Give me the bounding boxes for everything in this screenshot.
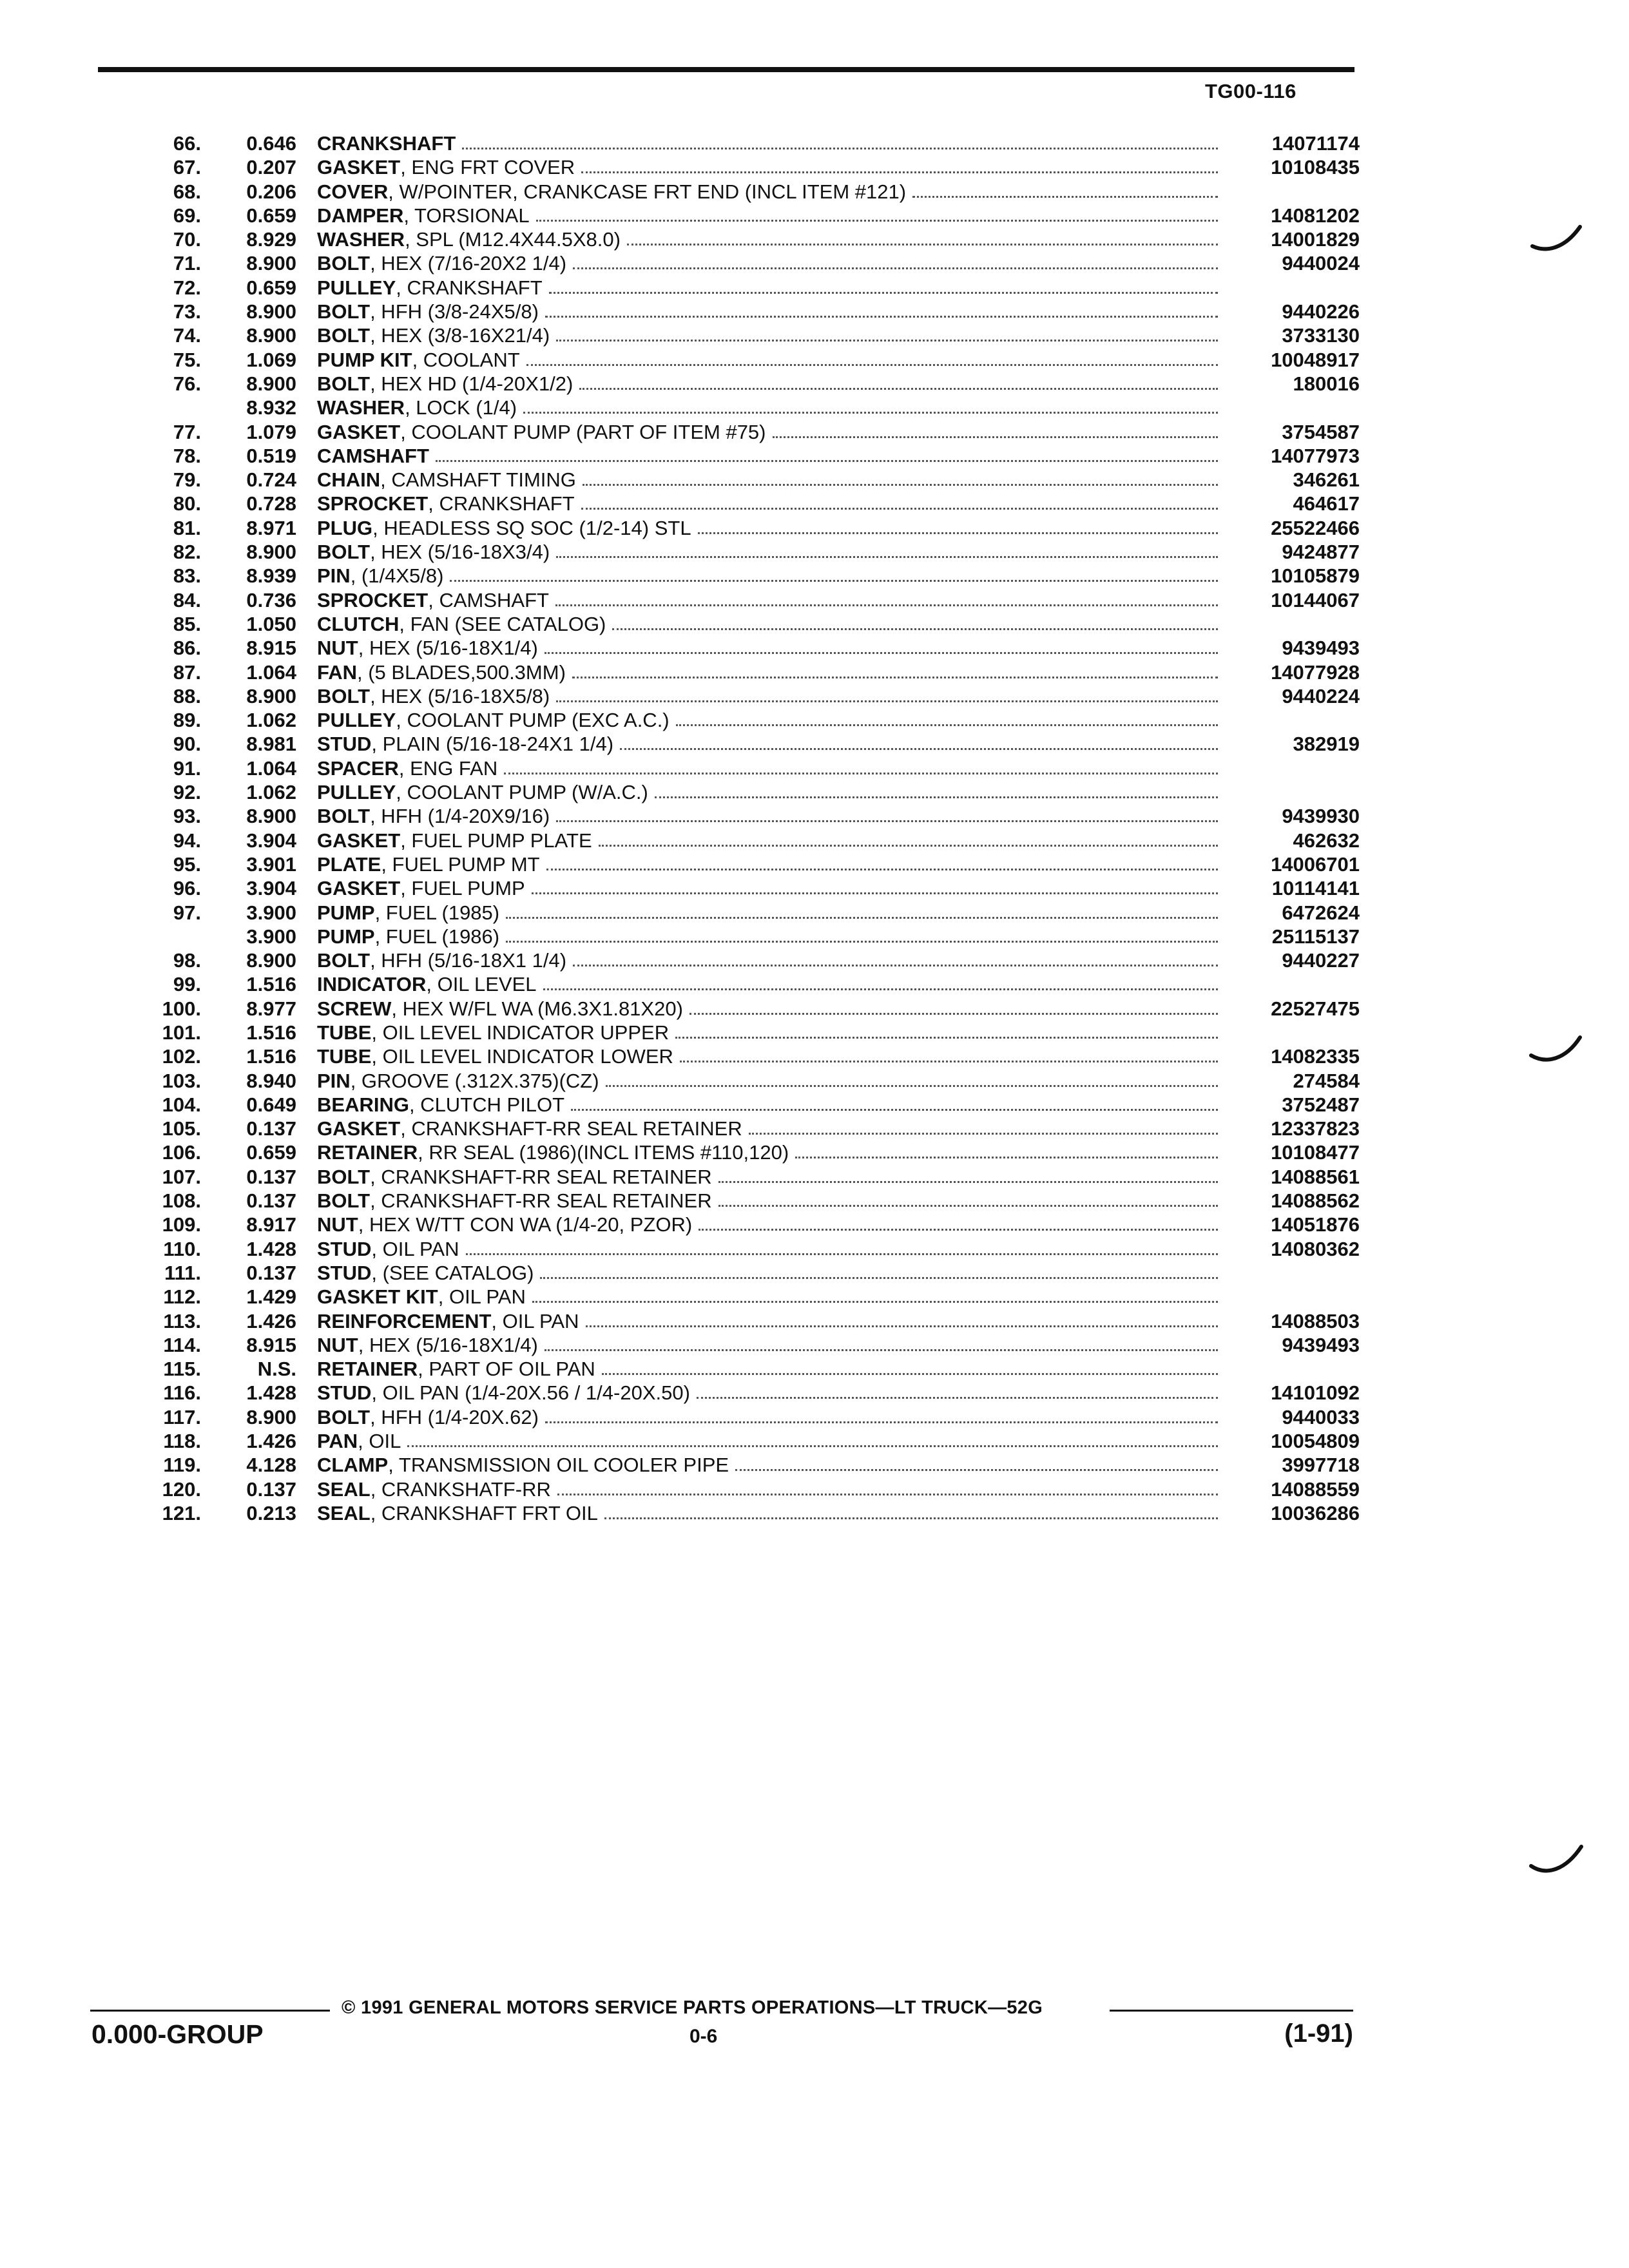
part-name: GASKET — [317, 877, 401, 900]
part-detail: , GROOVE (.312X.375)(CZ) — [350, 1069, 599, 1092]
item-number: 68. — [173, 180, 201, 203]
item-number: 105. — [162, 1117, 201, 1140]
part-detail: , FUEL (1986) — [374, 925, 500, 948]
item-number: 81. — [173, 516, 201, 539]
part-detail: , RR SEAL (1986)(INCL ITEMS #110,120) — [418, 1141, 789, 1164]
part-number: 9440224 — [1282, 684, 1360, 707]
part-detail: , ENG FRT COVER — [400, 156, 575, 179]
part-detail: , HEX (3/8-16X21/4) — [370, 324, 550, 347]
group-number: 8.915 — [246, 1333, 296, 1356]
part-detail: , COOLANT PUMP (W/A.C.) — [396, 781, 648, 804]
part-number: 9440033 — [1282, 1405, 1360, 1428]
part-name: CHAIN — [317, 468, 381, 492]
item-number: 79. — [173, 468, 201, 492]
item-number: 107. — [162, 1165, 201, 1188]
item-number: 117. — [163, 1405, 201, 1428]
item-number: 69. — [173, 204, 201, 227]
part-name: SCREW — [317, 997, 392, 1020]
item-number: 111. — [164, 1261, 201, 1284]
part-number: 14006701 — [1271, 852, 1360, 876]
group-number: 1.429 — [246, 1285, 296, 1309]
part-number: 14001829 — [1271, 228, 1360, 251]
group-number: 3.904 — [246, 829, 296, 852]
group-number: 0.137 — [246, 1261, 296, 1284]
part-detail: , FUEL PUMP MT — [381, 852, 540, 876]
part-name: WASHER — [317, 396, 405, 419]
item-number: 94. — [173, 829, 201, 852]
item-number: 93. — [173, 805, 201, 828]
group-number: 8.900 — [246, 541, 296, 564]
part-number: 10036286 — [1271, 1501, 1360, 1524]
page-number: 0-6 — [689, 2026, 718, 2047]
part-name: PUMP — [317, 901, 375, 924]
part-detail: , (1/4X5/8) — [350, 564, 444, 588]
group-number: 0.206 — [246, 180, 296, 203]
part-number: 14088561 — [1271, 1165, 1360, 1188]
part-number: 464617 — [1293, 492, 1360, 515]
part-detail: , CRANKSHAFT — [428, 492, 575, 515]
part-name: COVER — [317, 180, 389, 203]
group-number: 0.646 — [246, 132, 296, 155]
item-number: 108. — [162, 1189, 201, 1213]
item-number: 121. — [162, 1501, 201, 1524]
part-number: 10144067 — [1271, 588, 1360, 611]
part-detail: , SPL (M12.4X44.5X8.0) — [405, 228, 621, 251]
group-label: 0.000-GROUP — [92, 2019, 264, 2049]
part-detail: , (SEE CATALOG) — [371, 1261, 534, 1284]
part-number: 6472624 — [1282, 901, 1360, 924]
part-detail: , OIL LEVEL INDICATOR LOWER — [371, 1045, 673, 1068]
part-number: 10108477 — [1271, 1141, 1360, 1164]
item-number: 102. — [162, 1045, 201, 1068]
group-number: 0.736 — [246, 588, 296, 611]
part-number: 462632 — [1293, 829, 1360, 852]
part-detail: , HEX (5/16-18X5/8) — [370, 684, 550, 707]
part-detail: , COOLANT PUMP (PART OF ITEM #75) — [400, 420, 766, 443]
part-detail: , CRANKSHAFT-RR SEAL RETAINER — [370, 1165, 712, 1188]
part-name: RETAINER — [317, 1358, 418, 1381]
item-number: 92. — [173, 781, 201, 804]
item-number: 73. — [173, 300, 201, 323]
group-number: 1.516 — [246, 973, 296, 996]
group-number: 1.079 — [246, 420, 296, 443]
item-number: 100. — [162, 997, 201, 1020]
part-name: SEAL — [317, 1477, 371, 1501]
part-detail: , CRANKSHAFT — [396, 276, 543, 299]
part-name: STUD — [317, 1261, 372, 1284]
part-name: WASHER — [317, 228, 405, 251]
part-number: 3733130 — [1282, 324, 1360, 347]
part-detail: , LOCK (1/4) — [405, 396, 517, 419]
part-name: GASKET — [317, 156, 401, 179]
part-detail: , TORSIONAL — [403, 204, 530, 227]
group-number: 8.900 — [246, 324, 296, 347]
group-number: 0.137 — [246, 1117, 296, 1140]
part-number: 3752487 — [1282, 1093, 1360, 1116]
part-name: PLUG — [317, 516, 373, 539]
part-number: 14088559 — [1271, 1477, 1360, 1501]
part-number: 3997718 — [1282, 1454, 1360, 1477]
part-number: 14082335 — [1271, 1045, 1360, 1068]
group-number: 0.137 — [246, 1189, 296, 1213]
part-name: PULLEY — [317, 709, 396, 732]
part-detail: , CRANKSHAFT-RR SEAL RETAINER — [400, 1117, 742, 1140]
part-detail: , HEX (5/16-18X1/4) — [358, 1333, 538, 1356]
part-name: FAN — [317, 660, 357, 684]
item-number: 118. — [163, 1430, 201, 1453]
item-number: 72. — [173, 276, 201, 299]
part-number: 180016 — [1293, 372, 1360, 395]
group-number: 0.207 — [246, 156, 296, 179]
part-detail: , PLAIN (5/16-18-24X1 1/4) — [371, 733, 614, 756]
part-name: CRANKSHAFT — [317, 132, 456, 155]
item-number: 82. — [173, 541, 201, 564]
part-number: 10108435 — [1271, 156, 1360, 179]
part-name: CLUTCH — [317, 612, 400, 635]
part-number: 14077973 — [1271, 444, 1360, 467]
group-number: 0.724 — [246, 468, 296, 492]
item-number: 109. — [162, 1213, 201, 1236]
item-number: 99. — [173, 973, 201, 996]
group-number: 8.900 — [246, 372, 296, 395]
part-number: 9439493 — [1282, 1333, 1360, 1356]
part-name: SPROCKET — [317, 588, 429, 611]
group-number: 8.917 — [246, 1213, 296, 1236]
part-detail: , OIL PAN — [438, 1285, 526, 1309]
part-detail: , COOLANT — [412, 348, 520, 371]
part-name: BOLT — [317, 949, 371, 972]
item-number: 86. — [173, 637, 201, 660]
item-number: 80. — [173, 492, 201, 515]
item-number: 106. — [162, 1141, 201, 1164]
group-number: 3.901 — [246, 852, 296, 876]
group-number: 1.050 — [246, 612, 296, 635]
part-name: NUT — [317, 1333, 358, 1356]
item-number: 87. — [173, 660, 201, 684]
group-number: 3.904 — [246, 877, 296, 900]
group-number: 8.900 — [246, 1405, 296, 1428]
item-number: 77. — [173, 420, 201, 443]
part-number: 10105879 — [1271, 564, 1360, 588]
footer-rule-right — [1110, 2010, 1353, 2012]
part-detail: , ENG FAN — [398, 756, 498, 780]
group-number: 0.137 — [246, 1477, 296, 1501]
group-number: 0.659 — [246, 1141, 296, 1164]
part-name: RETAINER — [317, 1141, 418, 1164]
part-name: PIN — [317, 564, 351, 588]
part-name: PLATE — [317, 852, 381, 876]
group-number: 1.428 — [246, 1381, 296, 1405]
item-number: 115. — [163, 1358, 201, 1381]
part-detail: , OIL PAN (1/4-20X.56 / 1/4-20X.50) — [371, 1381, 690, 1405]
group-number: 8.900 — [246, 949, 296, 972]
part-number: 14088562 — [1271, 1189, 1360, 1213]
part-detail: , HEX (5/16-18X1/4) — [358, 637, 538, 660]
part-name: BOLT — [317, 805, 371, 828]
item-number: 112. — [163, 1285, 201, 1309]
part-name: BOLT — [317, 1165, 371, 1188]
group-number: 8.977 — [246, 997, 296, 1020]
group-number: 8.940 — [246, 1069, 296, 1092]
item-number: 95. — [173, 852, 201, 876]
part-name: GASKET — [317, 1117, 401, 1140]
part-number: 9440226 — [1282, 300, 1360, 323]
part-name: DAMPER — [317, 204, 404, 227]
group-number: 0.213 — [246, 1501, 296, 1524]
part-name: TUBE — [317, 1045, 372, 1068]
part-detail: , HFH (3/8-24X5/8) — [370, 300, 539, 323]
item-number: 76. — [173, 372, 201, 395]
part-name: CLAMP — [317, 1454, 389, 1477]
item-number: 83. — [173, 564, 201, 588]
group-number: 0.137 — [246, 1165, 296, 1188]
part-detail: , OIL PAN — [371, 1237, 459, 1260]
part-name: BOLT — [317, 300, 371, 323]
part-number: 25522466 — [1271, 516, 1360, 539]
part-detail: , FUEL PUMP — [400, 877, 525, 900]
item-number: 101. — [162, 1021, 201, 1044]
part-name: GASKET KIT — [317, 1285, 438, 1309]
item-number: 98. — [173, 949, 201, 972]
part-detail: , HEX HD (1/4-20X1/2) — [370, 372, 574, 395]
item-number: 71. — [173, 252, 201, 275]
revision-date: (1-91) — [1284, 2019, 1353, 2048]
part-detail: , CAMSHAFT — [428, 588, 549, 611]
copyright-line: © 1991 GENERAL MOTORS SERVICE PARTS OPERATIONS—LT TRUCK—52G — [342, 1997, 1043, 2018]
group-number: 1.062 — [246, 709, 296, 732]
group-number: 1.426 — [246, 1309, 296, 1332]
item-number: 120. — [162, 1477, 201, 1501]
group-number: 1.064 — [246, 756, 296, 780]
part-detail: , OIL — [358, 1430, 401, 1453]
part-number: 12337823 — [1271, 1117, 1360, 1140]
check-mark — [1531, 1037, 1580, 1060]
part-name: PULLEY — [317, 276, 396, 299]
part-detail: , HFH (1/4-20X9/16) — [370, 805, 550, 828]
group-number: 1.426 — [246, 1430, 296, 1453]
item-number: 91. — [173, 756, 201, 780]
part-name: NUT — [317, 1213, 358, 1236]
part-number: 14080362 — [1271, 1237, 1360, 1260]
group-number: 1.062 — [246, 781, 296, 804]
part-name: BOLT — [317, 684, 371, 707]
item-number: 70. — [173, 228, 201, 251]
part-name: GASKET — [317, 829, 401, 852]
part-number: 3754587 — [1282, 420, 1360, 443]
part-name: BOLT — [317, 1189, 371, 1213]
group-number: 8.900 — [246, 684, 296, 707]
part-number: 9440227 — [1282, 949, 1360, 972]
part-name: NUT — [317, 637, 358, 660]
part-detail: , HFH (5/16-18X1 1/4) — [370, 949, 567, 972]
item-number: 90. — [173, 733, 201, 756]
part-name: BEARING — [317, 1093, 409, 1116]
part-detail: , CRANKSHAFT FRT OIL — [370, 1501, 598, 1524]
part-number: 14077928 — [1271, 660, 1360, 684]
part-detail: , OIL PAN — [491, 1309, 579, 1332]
group-number: 0.519 — [246, 444, 296, 467]
item-number: 88. — [173, 684, 201, 707]
part-name: SEAL — [317, 1501, 371, 1524]
item-number: 66. — [173, 132, 201, 155]
item-number: 96. — [173, 877, 201, 900]
part-number: 14081202 — [1271, 204, 1360, 227]
item-number: 78. — [173, 444, 201, 467]
part-name: BOLT — [317, 541, 371, 564]
item-number: 89. — [173, 709, 201, 732]
part-number: 9439493 — [1282, 637, 1360, 660]
item-number: 75. — [173, 348, 201, 371]
part-number: 10114141 — [1271, 877, 1360, 900]
part-detail: , TRANSMISSION OIL COOLER PIPE — [388, 1454, 729, 1477]
part-number: 346261 — [1293, 468, 1360, 492]
group-number: 8.929 — [246, 228, 296, 251]
part-number: 9424877 — [1282, 541, 1360, 564]
group-number: 1.069 — [246, 348, 296, 371]
item-number: 113. — [163, 1309, 201, 1332]
part-detail: , CLUTCH PILOT — [409, 1093, 565, 1116]
part-name: CAMSHAFT — [317, 444, 429, 467]
part-name: BOLT — [317, 1405, 371, 1428]
document-code: TG00-116 — [1205, 80, 1296, 102]
part-number: 382919 — [1293, 733, 1360, 756]
part-detail: , (5 BLADES,500.3MM) — [357, 660, 566, 684]
part-number: 9439930 — [1282, 805, 1360, 828]
group-number: 8.900 — [246, 300, 296, 323]
part-number: 274584 — [1293, 1069, 1360, 1092]
group-number: 8.900 — [246, 252, 296, 275]
item-number: 97. — [173, 901, 201, 924]
part-name: GASKET — [317, 420, 401, 443]
part-number: 10054809 — [1271, 1430, 1360, 1453]
part-detail: , W/POINTER, CRANKCASE FRT END (INCL ITEM #121) — [388, 180, 907, 203]
part-name: TUBE — [317, 1021, 372, 1044]
group-number: 3.900 — [246, 925, 296, 948]
part-name: SPACER — [317, 756, 399, 780]
part-name: PUMP KIT — [317, 348, 412, 371]
part-number: 14088503 — [1271, 1309, 1360, 1332]
part-detail: , HEADLESS SQ SOC (1/2-14) STL — [372, 516, 691, 539]
group-number: 1.428 — [246, 1237, 296, 1260]
group-number: 1.516 — [246, 1021, 296, 1044]
group-number: 0.659 — [246, 204, 296, 227]
group-number: 3.900 — [246, 901, 296, 924]
part-name: PULLEY — [317, 781, 396, 804]
item-number: 110. — [163, 1237, 201, 1260]
part-name: SPROCKET — [317, 492, 429, 515]
group-number: 0.649 — [246, 1093, 296, 1116]
check-mark — [1532, 227, 1580, 249]
group-number: 1.064 — [246, 660, 296, 684]
item-number: 103. — [162, 1069, 201, 1092]
item-number: 104. — [162, 1093, 201, 1116]
part-number: 9440024 — [1282, 252, 1360, 275]
part-detail: , CRANKSHAFT-RR SEAL RETAINER — [370, 1189, 712, 1213]
group-number: 4.128 — [246, 1454, 296, 1477]
part-name: PAN — [317, 1430, 358, 1453]
group-number: 8.932 — [246, 396, 296, 419]
footer-rule-left — [90, 2010, 330, 2012]
item-number: 116. — [163, 1381, 201, 1405]
part-name: BOLT — [317, 372, 371, 395]
group-number: 0.659 — [246, 276, 296, 299]
part-detail: , PART OF OIL PAN — [418, 1358, 595, 1381]
part-number: 14071174 — [1271, 132, 1360, 155]
item-number: 84. — [173, 588, 201, 611]
group-number: N.S. — [257, 1358, 296, 1381]
part-number: 10048917 — [1271, 348, 1360, 371]
group-number: 8.971 — [246, 516, 296, 539]
part-name: BOLT — [317, 324, 371, 347]
part-name: STUD — [317, 1381, 372, 1405]
check-mark — [1531, 1847, 1581, 1870]
part-detail: , FUEL (1985) — [374, 901, 500, 924]
part-detail: , HEX W/TT CON WA (1/4-20, PZOR) — [358, 1213, 693, 1236]
item-number: 74. — [173, 324, 201, 347]
part-detail: , HFH (1/4-20X.62) — [370, 1405, 539, 1428]
part-number: 22527475 — [1271, 997, 1360, 1020]
part-number: 14051876 — [1271, 1213, 1360, 1236]
part-name: REINFORCEMENT — [317, 1309, 492, 1332]
part-detail: , HEX (5/16-18X3/4) — [370, 541, 550, 564]
part-name: STUD — [317, 733, 372, 756]
part-detail: , CRANKSHATF-RR — [370, 1477, 551, 1501]
group-number: 8.915 — [246, 637, 296, 660]
part-detail: , OIL LEVEL — [426, 973, 537, 996]
group-number: 8.900 — [246, 805, 296, 828]
part-detail: , CAMSHAFT TIMING — [380, 468, 576, 492]
part-number: 25115137 — [1271, 925, 1360, 948]
part-name: INDICATOR — [317, 973, 427, 996]
part-name: PUMP — [317, 925, 375, 948]
item-number: 114. — [163, 1333, 201, 1356]
part-detail: , HEX W/FL WA (M6.3X1.81X20) — [391, 997, 683, 1020]
group-number: 8.939 — [246, 564, 296, 588]
group-number: 0.728 — [246, 492, 296, 515]
group-number: 1.516 — [246, 1045, 296, 1068]
item-number: 67. — [173, 156, 201, 179]
part-detail: , COOLANT PUMP (EXC A.C.) — [396, 709, 670, 732]
part-detail: , FAN (SEE CATALOG) — [399, 612, 606, 635]
part-detail: , OIL LEVEL INDICATOR UPPER — [371, 1021, 670, 1044]
part-number: 14101092 — [1271, 1381, 1360, 1405]
part-detail: , FUEL PUMP PLATE — [400, 829, 592, 852]
group-number: 8.981 — [246, 733, 296, 756]
item-number: 85. — [173, 612, 201, 635]
part-name: PIN — [317, 1069, 351, 1092]
part-detail: , HEX (7/16-20X2 1/4) — [370, 252, 567, 275]
part-name: BOLT — [317, 252, 371, 275]
part-name: STUD — [317, 1237, 372, 1260]
item-number: 119. — [163, 1454, 201, 1477]
